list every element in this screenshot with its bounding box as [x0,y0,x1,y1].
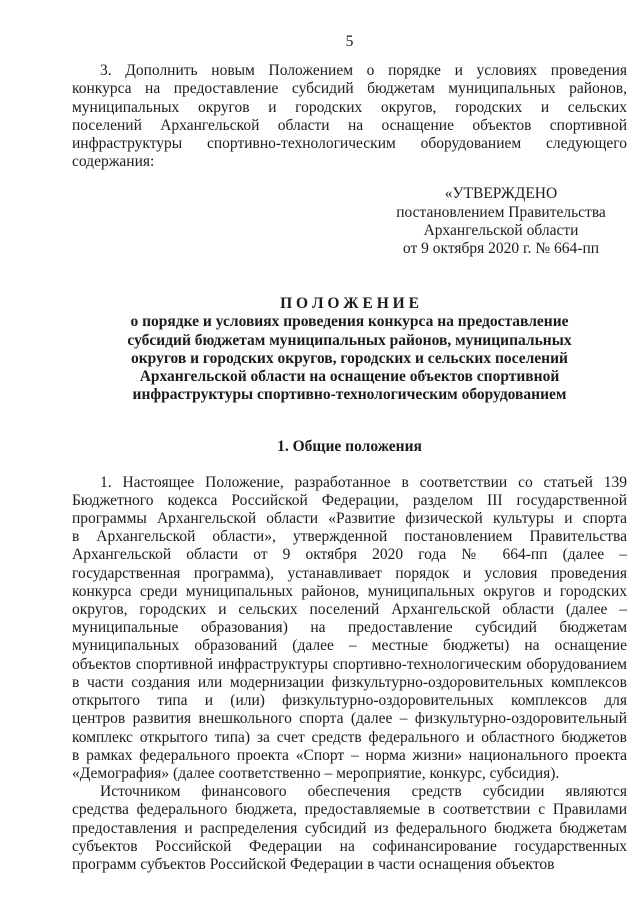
text-line: муниципальных округов и городских округов, городских и сельских [72,98,627,116]
amendment-intro-paragraph [72,62,627,171]
text-line: предоставления и распределения субсидий из федерального бюджета бюджетам [72,819,627,837]
text-line: конкурса на предоставление субсидий бюджетам муниципальных районов, [72,80,627,98]
text-line: от 9 октября 2020 г. № 664-пп [402,240,600,258]
text-line: государственная программа), устанавливает порядок и условия проведения [72,564,627,582]
text-line: открытого типа и (или) физкультурно-оздоровительных комплексов для [72,692,627,710]
text-line: программ субъектов Российской Федерации в части оснащения объектов [72,855,555,873]
text-line: в рамках федерального проекта «Спорт – норма жизни» национального проекта [72,746,627,764]
text-line: Источником финансового обеспечения средств субсидии являются [100,783,627,801]
text-line: округов и городских округов, городских и сельских поселений [131,349,568,367]
text-line: средства федерального бюджета, предоставляемые в соответствии с Правилами [72,801,627,819]
document-title [72,295,627,404]
body-paragraph-2 [72,783,627,874]
text-line: о порядке и условиях проведения конкурса на предоставление [130,313,569,331]
text-line: Бюджетного кодекса Российской Федерации, разделом III государственной [72,491,627,509]
text-line: комплекс открытого типа) за счет средств федерального и областного бюджетов [72,728,627,746]
text-line: инфраструктуры спортивно-технологическим оборудованием [132,386,567,404]
text-line: П О Л О Ж Е Н И Е [280,295,419,313]
text-line: инфраструктуры спортивно-технологическим оборудованием следующего [72,135,627,153]
text-line: содержания: [72,153,155,171]
text-line: муниципальные образования) на предоставление субсидий бюджетам [72,619,627,637]
text-line: в Архангельской области», утвержденной постановлением Правительства [72,528,627,546]
approval-block [396,185,606,258]
text-line: субъектов Российской Федерации на софинансирование государственных [72,837,627,855]
body-paragraph-1 [72,474,627,783]
text-line: постановлением Правительства [396,203,606,221]
text-line: округов, городских и сельских поселений Архангельской области (далее – [72,601,627,619]
text-line: 3. Дополнить новым Положением о порядке и условиях проведения [100,62,627,80]
text-line: субсидий бюджетам муниципальных районов, муниципальных [127,331,572,349]
text-line: объектов спортивной инфраструктуры спортивно-технологическим оборудованием [72,655,627,673]
text-line: Архангельской области [423,221,579,239]
text-line: в части создания или модернизации физкультурно-оздоровительных комплексов [72,673,627,691]
text-line: Архангельской области от 9 октября 2020 года № 664-пп (далее – [72,546,627,564]
text-line: муниципальных образований (далее – местные бюджеты) на оснащение [72,637,627,655]
text-line: программы Архангельской области «Развитие физической культуры и спорта [72,510,627,528]
section-heading: 1. Общие положения [277,438,422,456]
text-line: 1. Настоящее Положение, разработанное в соответствии со статьей 139 [100,473,627,491]
text-line: Архангельской области на оснащение объектов спортивной [139,368,560,386]
text-line: центров развития внешкольного спорта (далее – физкультурно-оздоровительный [72,710,627,728]
text-line: «Демография» (далее соответственно – мероприятие, конкурс, субсидия). [72,764,560,782]
text-line: «УТВЕРЖДЕНО [444,185,558,203]
text-line: конкурса среди муниципальных районов, муниципальных округов и городских [72,582,627,600]
text-line: поселений Архангельской области на оснащение объектов спортивной [72,116,627,134]
page-number: 5 [345,33,354,50]
